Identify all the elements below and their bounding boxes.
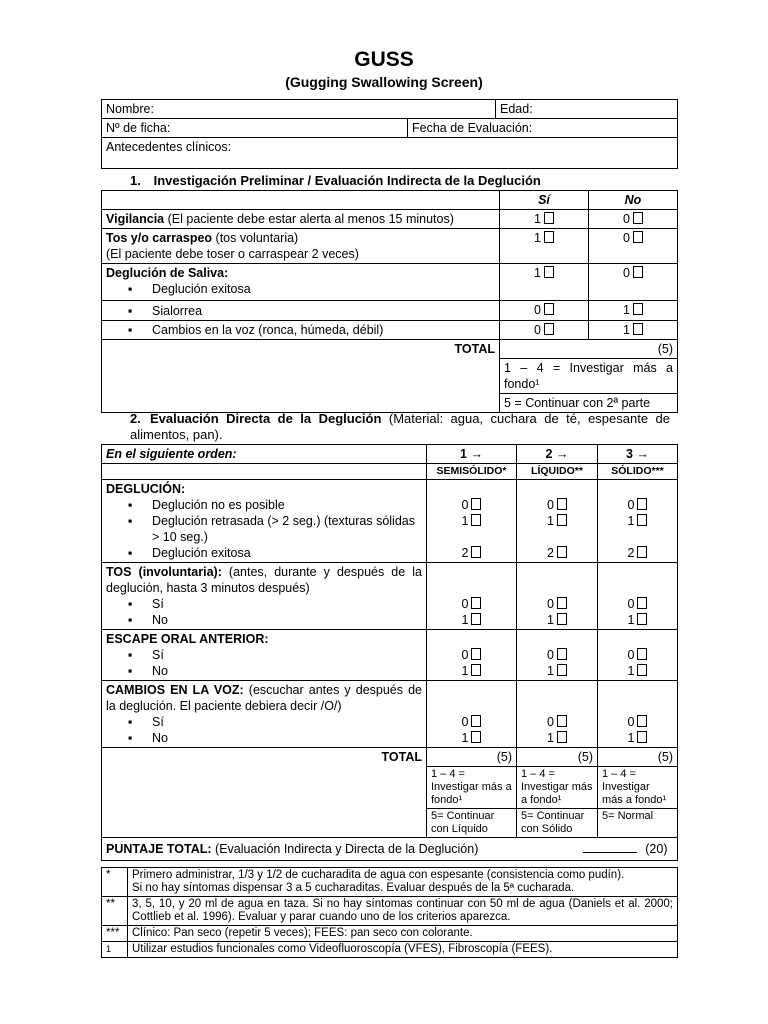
checkbox-icon (544, 323, 554, 335)
col-semisolid-header: SEMISÓLIDO* (427, 464, 517, 480)
semisolid-result-continue: 5= Continuar con Líquido (427, 809, 517, 838)
grand-total-blank[interactable] (583, 852, 637, 853)
cough-yes-option[interactable]: 1 (500, 229, 589, 264)
footnote-semisolid: Primero administrar, 1/3 y 1/2 de cucharadita de agua con espesante (consistencia como pudín). Si no hay síntomas dispensar 3 a 5 cucharaditas. Evaluar después de la 5ª cucharada. (128, 868, 678, 897)
section1-total-label: TOTAL (102, 340, 500, 413)
section1-table (101, 190, 678, 413)
leak-liquid-options[interactable]: 0 1 (517, 630, 598, 681)
checkbox-icon (633, 323, 643, 335)
clinical-history-field[interactable]: Antecedentes clínicos: (102, 138, 678, 169)
checkbox-icon (637, 731, 647, 743)
vigilance-yes-option[interactable]: 1 (500, 210, 589, 229)
checkbox-icon (544, 212, 554, 224)
checkbox-icon (557, 731, 567, 743)
checkbox-icon (471, 546, 481, 558)
checkbox-icon (637, 648, 647, 660)
checkbox-icon (633, 266, 643, 278)
vigilance-no-option[interactable]: 0 (589, 210, 678, 229)
voice-change-row: ▪ Cambios en la voz (ronca, húmeda, débil) (102, 321, 500, 340)
patient-info-table (101, 99, 678, 169)
footnote-studies: Utilizar estudios funcionales como Videofluoroscopía (VFES), Fibroscopía (FEES). (128, 942, 678, 958)
section2-heading: 2. Evaluación Directa de la Deglución (Material: agua, cuchara de té, espesante de alimentos, pan). (130, 411, 670, 442)
col-yes-header: Sí (500, 191, 589, 210)
saliva-row: Deglución de Saliva: ▪ Deglución exitosa (102, 264, 500, 301)
checkbox-icon (544, 303, 554, 315)
evaluation-date-field[interactable]: Fecha de Evaluación: (408, 119, 678, 138)
checkbox-icon (544, 231, 554, 243)
file-number-field[interactable]: Nº de ficha: (102, 119, 408, 138)
voice-change-no-option[interactable]: 1 (589, 321, 678, 340)
footnote-mark: 1 (102, 942, 128, 958)
checkbox-icon (637, 546, 647, 558)
swallow-semisolid-options[interactable]: 0 1 2 (427, 480, 517, 563)
voice-liquid-options[interactable]: 0 1 (517, 681, 598, 748)
checkbox-icon (637, 715, 647, 727)
grand-total-row: PUNTAJE TOTAL: (Evaluación Indirecta y Directa de la Deglución) (20) (102, 838, 678, 861)
saliva-success-no-option[interactable]: 0 (589, 264, 678, 301)
section2-total-label: TOTAL (102, 748, 427, 838)
liquid-total-score[interactable]: (5) (517, 748, 598, 767)
name-field[interactable]: Nombre: (102, 100, 496, 119)
voice-solid-options[interactable]: 0 1 (598, 681, 678, 748)
checkbox-icon (633, 303, 643, 315)
semisolid-total-score[interactable]: (5) (427, 748, 517, 767)
footnotes-table (101, 867, 678, 958)
involuntary-cough-block: TOS (involuntaria): (antes, durante y después de la deglución, hasta 3 minutos después) ▪ Sí ▪ No (102, 563, 427, 630)
footnote-liquid: 3, 5, 10, y 20 ml de agua en taza. Si no hay síntomas continuar con 50 ml de agua (Daniels et al. 2000; Cottlieb et al. 1996). Evaluar y parar cuando uno de los criterios aparezca. (128, 897, 678, 926)
col-solid-order: 3 → (598, 445, 678, 464)
checkbox-icon (471, 597, 481, 609)
swallow-solid-options[interactable]: 0 1 2 (598, 480, 678, 563)
anterior-oral-leak-block: ESCAPE ORAL ANTERIOR: ▪ Sí ▪ No (102, 630, 427, 681)
checkbox-icon (557, 597, 567, 609)
form-subtitle: (Gugging Swallowing Screen) (285, 74, 483, 90)
swallow-block: DEGLUCIÓN: ▪ Deglución no es posible ▪ Deglución retrasada (> 2 seg.) (texturas sólidas > 10 seg.) ▪ Deglución exitosa (102, 480, 427, 563)
cough-row: Tos y/o carraspeo (tos voluntaria) (El paciente debe toser o carraspear 2 veces) (102, 229, 500, 264)
checkbox-icon (637, 597, 647, 609)
checkbox-icon (471, 498, 481, 510)
footnote-solid: Clínico: Pan seco (repetir 5 veces); FEES: pan seco con colorante. (128, 926, 678, 942)
col-liquid-header: LÍQUIDO** (517, 464, 598, 480)
checkbox-icon (471, 664, 481, 676)
col-liquid-order: 2 → (517, 445, 598, 464)
leak-solid-options[interactable]: 0 1 (598, 630, 678, 681)
solid-total-score[interactable]: (5) (598, 748, 678, 767)
checkbox-icon (637, 498, 647, 510)
semisolid-result-investigate: 1 – 4 = Investigar más a fondo¹ (427, 767, 517, 809)
cough-semisolid-options[interactable]: 0 1 (427, 563, 517, 630)
section1-title: Investigación Preliminar / Evaluación Indirecta de la Deglución (153, 173, 541, 188)
solid-result-investigate: 1 – 4 = Investigar más a fondo¹ (598, 767, 678, 809)
checkbox-icon (471, 648, 481, 660)
checkbox-icon (637, 613, 647, 625)
section1-total-score[interactable]: (5) (500, 340, 678, 359)
checkbox-icon (633, 231, 643, 243)
form-title: GUSS (354, 48, 414, 71)
swallow-liquid-options[interactable]: 0 1 2 (517, 480, 598, 563)
sialorrhea-row: ▪ Sialorrea (102, 301, 500, 321)
voice-semisolid-options[interactable]: 0 1 (427, 681, 517, 748)
cough-solid-options[interactable]: 0 1 (598, 563, 678, 630)
leak-semisolid-options[interactable]: 0 1 (427, 630, 517, 681)
checkbox-icon (557, 613, 567, 625)
saliva-success-yes-option[interactable]: 1 (500, 264, 589, 301)
checkbox-icon (633, 212, 643, 224)
checkbox-icon (557, 498, 567, 510)
age-field[interactable]: Edad: (496, 100, 678, 119)
checkbox-icon (557, 715, 567, 727)
vigilance-row: Vigilancia (El paciente debe estar alerta al menos 15 minutos) (102, 210, 500, 229)
order-label: En el siguiente orden: (102, 445, 427, 464)
checkbox-icon (557, 514, 567, 526)
col-solid-header: SÓLIDO*** (598, 464, 678, 480)
section1-number: 1. (130, 173, 141, 188)
checkbox-icon (637, 514, 647, 526)
voice-changes-block: CAMBIOS EN LA VOZ: (escuchar antes y después de la deglución. El paciente debiera decir /O/) ▪ Sí ▪ No (102, 681, 427, 748)
cough-liquid-options[interactable]: 0 1 (517, 563, 598, 630)
section2-table (101, 444, 678, 861)
checkbox-icon (471, 514, 481, 526)
section1-heading (130, 173, 670, 189)
checkbox-icon (471, 613, 481, 625)
checkbox-icon (544, 266, 554, 278)
col-semisolid-order: 1 → (427, 445, 517, 464)
checkbox-icon (637, 664, 647, 676)
col-no-header: No (589, 191, 678, 210)
sialorrhea-no-option[interactable]: 1 (589, 301, 678, 321)
checkbox-icon (471, 715, 481, 727)
footnote-mark: ** (102, 897, 128, 926)
checkbox-icon (557, 546, 567, 558)
section1-result-investigate: 1 – 4 = Investigar más a fondo¹ (500, 359, 678, 394)
sialorrhea-yes-option[interactable]: 0 (500, 301, 589, 321)
section1-result-continue: 5 = Continuar con 2ª parte (500, 394, 678, 413)
liquid-result-continue: 5= Continuar con Sólido (517, 809, 598, 838)
footnote-mark: * (102, 868, 128, 897)
cough-no-option[interactable]: 0 (589, 229, 678, 264)
checkbox-icon (471, 731, 481, 743)
voice-change-yes-option[interactable]: 0 (500, 321, 589, 340)
solid-result-continue: 5= Normal (598, 809, 678, 838)
checkbox-icon (557, 664, 567, 676)
checkbox-icon (557, 648, 567, 660)
liquid-result-investigate: 1 – 4 = Investigar más a fondo¹ (517, 767, 598, 809)
footnote-mark: *** (102, 926, 128, 942)
